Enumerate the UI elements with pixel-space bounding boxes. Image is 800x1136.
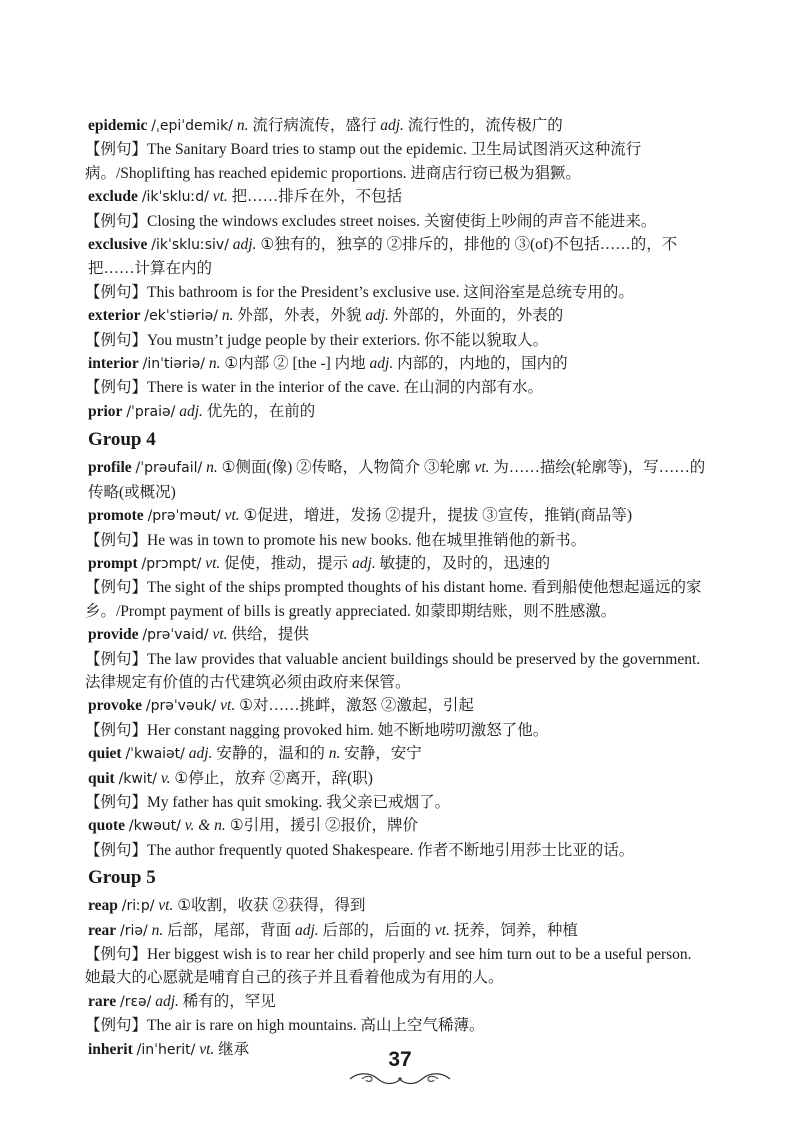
page-footer	[0, 1048, 800, 1098]
part-of-speech: vt.	[199, 1040, 215, 1058]
entry-quiet	[88, 742, 710, 766]
example-text: Her biggest wish is to rear her child properly and see him turn out to be a useful person. 她最大的心愿就是哺育自己的孩子并且看着他成为有用的人。	[85, 946, 692, 987]
part-of-speech: adj.	[365, 307, 389, 325]
example-sentence	[85, 138, 710, 185]
entry-profile	[88, 456, 710, 504]
definition: 优先的，在前的	[206, 402, 316, 420]
headword: interior	[88, 355, 139, 373]
example-text: This bathroom is for the President’s exclusive use. 这间浴室是总统专用的。	[147, 283, 634, 301]
part-of-speech: vt.	[224, 507, 240, 525]
definition: ①侧面(像) ②传略，人物简介 ③轮廓	[221, 459, 471, 477]
example-tag: 【例句】	[85, 531, 148, 549]
definition: 供给，提供	[231, 626, 309, 644]
example-text: There is water in the interior of the cave. 在山洞的内部有水。	[147, 379, 544, 397]
headword: prior	[88, 402, 123, 420]
part-of-speech: adj.	[232, 236, 257, 254]
entry-reap	[88, 894, 710, 918]
example-tag: 【例句】	[85, 946, 148, 963]
definition: 流行病流传，盛行	[252, 117, 377, 134]
definition: 安静，安宁	[344, 745, 422, 763]
headword: profile	[88, 459, 132, 477]
phonetic: /prəˈvəuk/	[145, 698, 217, 715]
example-tag: 【例句】	[85, 331, 148, 349]
headword: rare	[88, 992, 117, 1010]
example-tag: 【例句】	[85, 579, 148, 597]
headword: promote	[88, 507, 144, 525]
definition: 稀有的，罕见	[182, 992, 276, 1010]
entry-quit	[88, 767, 710, 791]
example-text: Her constant nagging provoked him. 她不断地唠叨激怒了他。	[147, 721, 549, 739]
entry-rear	[88, 919, 710, 943]
part-of-speech: v.	[160, 769, 171, 787]
entry-promote	[88, 504, 710, 528]
definition: 外部，外表，外貌	[237, 307, 362, 325]
flourish-ornament-icon	[348, 1070, 452, 1088]
headword: inherit	[88, 1040, 133, 1058]
entry-provide	[88, 623, 710, 647]
phonetic: /ekˈstiəriə/	[144, 308, 218, 325]
example-tag: 【例句】	[85, 141, 148, 159]
headword: quit	[88, 769, 115, 787]
example-tag: 【例句】	[85, 212, 148, 230]
phonetic: /prɔmpt/	[141, 555, 202, 572]
example-text: He was in town to promote his new books. 他在城里推销他的新书。	[147, 531, 587, 549]
part-of-speech: n.	[151, 921, 164, 939]
part-of-speech: n.	[221, 307, 234, 325]
part-of-speech: n.	[236, 117, 249, 134]
part-of-speech: vt.	[158, 897, 174, 915]
phonetic: /inˈherit/	[136, 1041, 196, 1058]
phonetic: /kwit/	[118, 770, 157, 787]
headword: quiet	[88, 745, 122, 763]
definition: ①内部 ② [the -] 内地	[224, 355, 366, 373]
example-tag: 【例句】	[85, 793, 148, 811]
entry-epidemic	[88, 114, 710, 138]
example-text: My father has quit smoking. 我父亲已戒烟了。	[147, 793, 451, 811]
entry-prior	[88, 400, 710, 424]
entry-prompt	[88, 552, 710, 576]
phonetic: /ˈkwaiət/	[125, 746, 185, 763]
entry-quote	[88, 814, 710, 838]
definition: ①停止，放弃 ②离开，辞(职)	[174, 769, 373, 787]
entry-rare	[88, 990, 710, 1014]
example-sentence	[85, 648, 710, 695]
headword: quote	[88, 817, 126, 835]
part-of-speech: n.	[208, 355, 221, 373]
example-sentence	[85, 791, 710, 814]
phonetic: /ikˈskluːsiv/	[151, 237, 229, 254]
example-sentence	[85, 529, 710, 552]
group-heading: Group 5	[88, 867, 156, 889]
example-sentence	[85, 376, 710, 399]
entry-interior	[88, 352, 710, 376]
phonetic: /ˌepiˈdemik/	[151, 118, 233, 134]
part-of-speech: vt.	[434, 921, 450, 939]
vocabulary-list	[85, 114, 710, 1062]
example-tag: 【例句】	[85, 1017, 148, 1035]
definition: ①促进，增进，发扬 ②提升，提拔 ③宣传，推销(商品等)	[243, 507, 633, 525]
page-number: 37	[388, 1048, 412, 1071]
headword: rear	[88, 921, 117, 939]
example-sentence	[85, 1014, 710, 1037]
entry-provoke	[88, 694, 710, 718]
definition: 后部的，后面的	[322, 921, 432, 939]
part-of-speech: adj.	[155, 992, 179, 1010]
part-of-speech: adj.	[369, 355, 394, 373]
part-of-speech: adj.	[380, 117, 404, 134]
headword: exclusive	[88, 236, 148, 254]
definition: ①独有的，独享的 ②排斥的，排他的 ③(of)不包括……的，不把……计算在内的	[88, 236, 678, 278]
phonetic: /prəˈvaid/	[142, 627, 209, 644]
headword: exclude	[88, 188, 138, 206]
example-sentence	[85, 943, 710, 990]
part-of-speech: adj.	[188, 745, 213, 763]
definition: ①引用，援引 ②报价，牌价	[229, 817, 418, 835]
entry-exterior	[88, 304, 710, 328]
phonetic: /riə/	[119, 922, 148, 939]
headword: provide	[88, 626, 139, 644]
definition: 继承	[218, 1040, 250, 1058]
example-sentence	[85, 210, 710, 233]
example-tag: 【例句】	[85, 379, 148, 397]
example-text: The air is rare on high mountains. 高山上空气稀薄。	[147, 1017, 485, 1035]
phonetic: /ˈprəufail/	[135, 460, 203, 477]
phonetic: /rεə/	[119, 993, 152, 1010]
example-tag: 【例句】	[85, 650, 148, 668]
definition: 内部的，内地的，国内的	[397, 355, 568, 373]
phonetic: /riːp/	[121, 898, 155, 915]
entry-exclusive	[88, 233, 710, 281]
phonetic: /ˈpraiə/	[126, 403, 176, 420]
part-of-speech: vt.	[212, 626, 228, 644]
example-tag: 【例句】	[85, 721, 148, 739]
example-text: The law provides that valuable ancient buildings should be preserved by the government. 法律规定有价值的古代建筑必须由政府来保管。	[85, 650, 701, 691]
example-sentence	[85, 839, 710, 862]
definition: ①对……挑衅，激怒 ②激起，引起	[239, 697, 474, 715]
example-tag: 【例句】	[85, 283, 148, 301]
example-sentence	[85, 719, 710, 742]
definition: 促使，推动，提示	[224, 554, 349, 572]
definition: 为……描绘(轮廓等)，写……的传略(或概况)	[88, 459, 706, 501]
definition: 敏捷的，及时的，迅速的	[379, 554, 551, 572]
example-text: The Sanitary Board tries to stamp out the epidemic. 卫生局试图消灭这种流行病。/Shoplifting has reached epidemic proportions. 进商店行窃已极为猖獗。	[85, 141, 642, 182]
headword: exterior	[88, 307, 141, 325]
example-text: The sight of the ships prompted thoughts of his distant home. 看到船使他想起遥远的家乡。/Prompt payment of bills is greatly appreciated. 如蒙即期结账，则不胜感激。	[85, 579, 702, 620]
example-sentence	[85, 329, 710, 352]
headword: reap	[88, 897, 118, 915]
part-of-speech: adj.	[352, 554, 376, 572]
part-of-speech: adj.	[179, 402, 203, 420]
part-of-speech: n.	[206, 459, 218, 477]
phonetic: /ikˈskluːd/	[141, 189, 209, 206]
example-text: Closing the windows excludes street noises. 关窗使街上吵闹的声音不能进来。	[147, 212, 657, 230]
definition: 流行性的，流传极广的	[407, 117, 563, 134]
part-of-speech: vt.	[474, 459, 490, 477]
phonetic: /prəˈməut/	[147, 508, 221, 525]
part-of-speech: vt.	[212, 188, 228, 206]
example-sentence	[85, 281, 710, 304]
definition: 后部，尾部，背面	[167, 921, 292, 939]
part-of-speech: v. & n.	[184, 817, 226, 835]
phonetic: /inˈtiəriə/	[142, 356, 205, 373]
part-of-speech: vt.	[220, 697, 236, 715]
definition: 安静的，温和的	[216, 745, 325, 763]
example-tag: 【例句】	[85, 841, 148, 859]
headword: epidemic	[88, 117, 148, 134]
part-of-speech: adj.	[294, 921, 319, 939]
group-heading: Group 4	[88, 429, 156, 451]
definition: 把……排斥在外，不包括	[231, 188, 403, 206]
part-of-speech: vt.	[205, 554, 221, 572]
example-text: The author frequently quoted Shakespeare. 作者不断地引用莎士比亚的话。	[147, 841, 635, 859]
headword: prompt	[88, 554, 138, 572]
phonetic: /kwəut/	[128, 818, 181, 835]
headword: provoke	[88, 697, 142, 715]
example-text: You mustn’t judge people by their exteriors. 你不能以貌取人。	[147, 331, 549, 349]
part-of-speech: n.	[328, 745, 341, 763]
definition: 抚养，饲养，种植	[453, 921, 578, 939]
definition: ①收割，收获 ②获得，得到	[177, 897, 366, 915]
definition: 外部的，外面的，外表的	[392, 307, 564, 325]
example-sentence	[85, 576, 710, 623]
entry-exclude	[88, 185, 710, 209]
